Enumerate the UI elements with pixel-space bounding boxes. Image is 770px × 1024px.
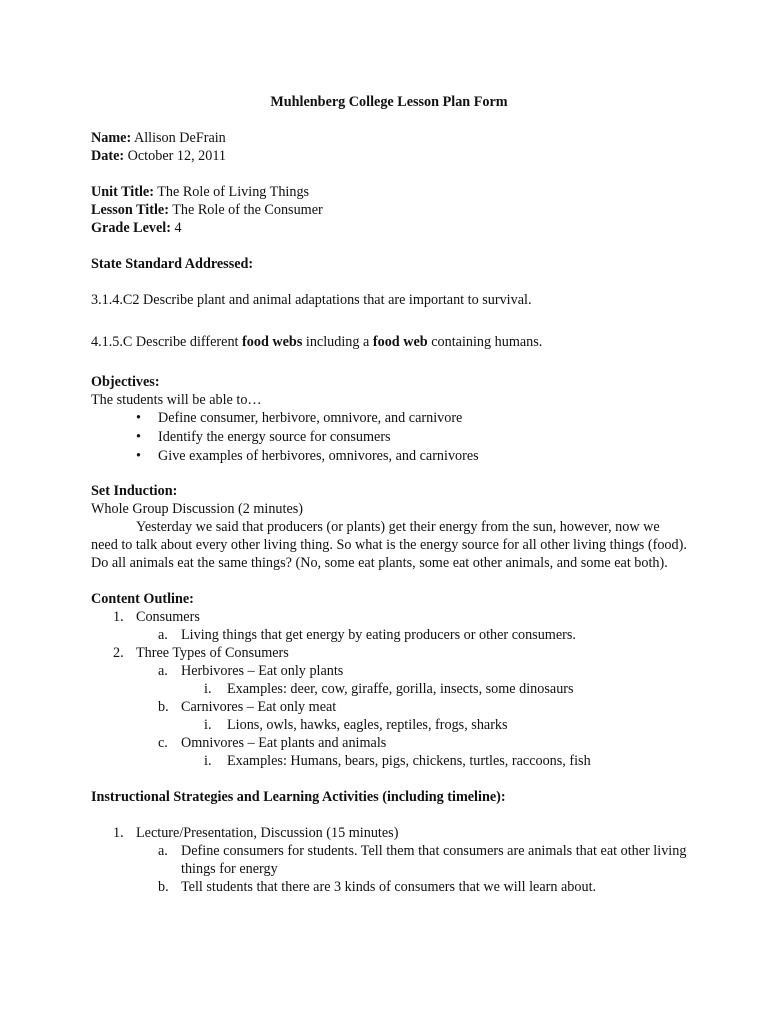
standard-2: 4.1.5.C Describe different food webs including a food web containing humans. <box>91 334 543 350</box>
grade-level-value: 4 <box>174 220 182 236</box>
standard-1: 3.1.4.C2 Describe plant and animal adaptations that are important to survival. <box>91 292 532 308</box>
standards-heading: State Standard Addressed: <box>91 256 254 272</box>
lesson-title-line <box>91 201 687 219</box>
objectives-heading: Objectives: <box>91 374 160 390</box>
grade-level-label: Grade Level: <box>91 220 171 236</box>
unit-title-value: The Role of Living Things <box>157 184 310 200</box>
outline-item: 1. Consumers <box>113 609 200 625</box>
outline-item: b. Carnivores – Eat only meat <box>158 699 337 715</box>
name-label: Name: <box>91 130 132 146</box>
set-induction-heading: Set Induction: <box>91 483 178 499</box>
list-item: • Give examples of herbivores, omnivores, and carnivores <box>91 447 687 465</box>
list-item: • Define consumer, herbivore, omnivore, and carnivore <box>91 409 687 427</box>
set-induction-paragraph: Yesterday we said that producers (or plants) get their energy from the sun, however, now we need to talk about every other living thing. So what is the energy source for all other living things (food). Do all animals eat the same things? (No, some eat plants, some eat other animals, and some eat both). <box>91 519 687 571</box>
grade-level-line <box>91 219 687 237</box>
outline-item: a. Herbivores – Eat only plants <box>158 663 344 679</box>
unit-title-label: Unit Title: <box>91 184 154 200</box>
document-title: Muhlenberg College Lesson Plan Form <box>270 94 508 110</box>
unit-title-line <box>91 183 687 201</box>
date-line <box>91 147 687 165</box>
outline-item: a. Living things that get energy by eating producers or other consumers. <box>158 627 576 643</box>
date-value: October 12, 2011 <box>127 148 227 164</box>
strategies-heading: Instructional Strategies and Learning Activities (including timeline): <box>91 789 506 805</box>
name-value: Allison DeFrain <box>133 130 226 146</box>
outline-item: 2. Three Types of Consumers <box>113 645 289 661</box>
content-outline-heading: Content Outline: <box>91 591 194 607</box>
lesson-title-label: Lesson Title: <box>91 202 169 218</box>
lesson-title-value: The Role of the Consumer <box>172 202 323 218</box>
document-page <box>91 93 687 896</box>
list-item: • Identify the energy source for consumers <box>91 428 687 446</box>
objectives-list <box>91 409 687 465</box>
strategy-item: b. Tell students that there are 3 kinds of consumers that we will learn about. <box>158 879 597 895</box>
outline-item: i. Examples: Humans, bears, pigs, chickens, turtles, raccoons, fish <box>204 753 591 769</box>
set-induction-sub: Whole Group Discussion (2 minutes) <box>91 501 303 517</box>
strategy-item: a. Define consumers for students. Tell them that consumers are animals that eat other living things for energy <box>158 843 687 877</box>
objectives-intro: The students will be able to… <box>91 392 262 408</box>
outline-item: i. Lions, owls, hawks, eagles, reptiles, frogs, sharks <box>204 717 508 733</box>
strategy-item: 1. Lecture/Presentation, Discussion (15 minutes) <box>113 825 399 841</box>
outline-item: i. Examples: deer, cow, giraffe, gorilla, insects, some dinosaurs <box>204 681 574 697</box>
date-label: Date: <box>91 148 125 164</box>
outline-item: c. Omnivores – Eat plants and animals <box>158 735 387 751</box>
name-line <box>91 129 687 147</box>
